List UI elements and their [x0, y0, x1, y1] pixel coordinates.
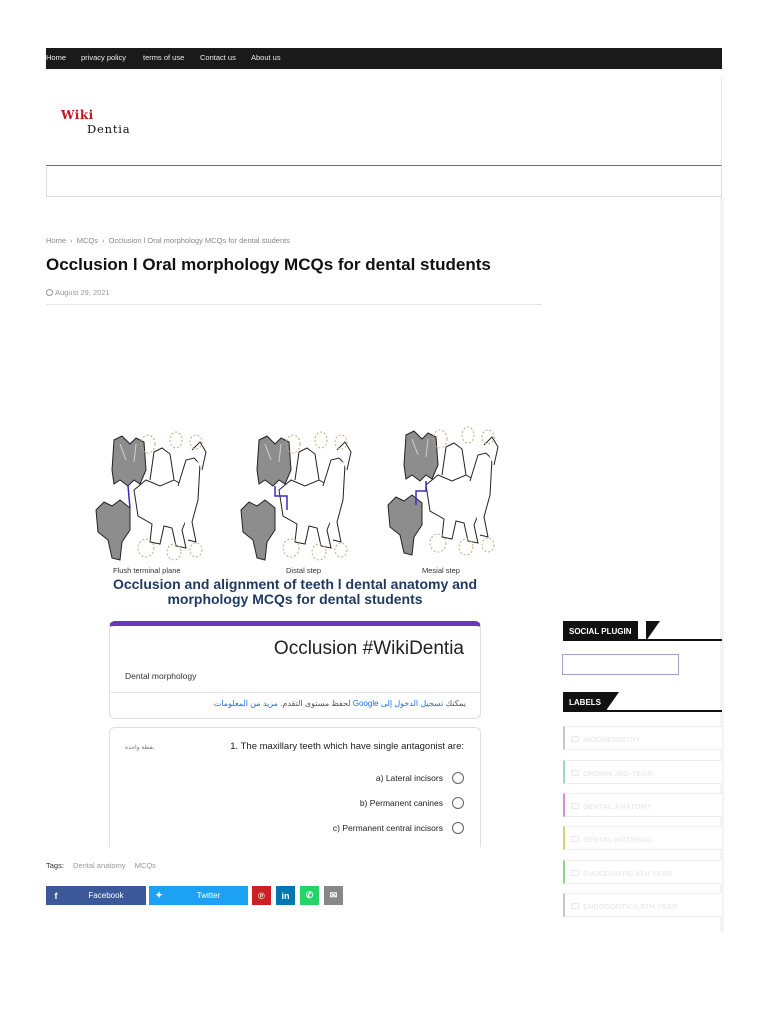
breadcrumb-separator: › — [102, 236, 105, 245]
subtitle-line-1: Occlusion and alignment of teeth l dental anatomy and — [112, 576, 478, 592]
social-plugin-box[interactable] — [562, 654, 679, 675]
main-menu-bar — [46, 167, 722, 197]
nav-terms-of-use[interactable]: terms of use — [143, 53, 185, 62]
option-c[interactable] — [333, 821, 464, 835]
article-subtitle — [60, 577, 530, 607]
folder-icon — [571, 803, 579, 809]
folder-icon — [571, 770, 579, 776]
email-icon: ✉ — [329, 890, 338, 900]
breadcrumb-current: Occlusion l Oral morphology MCQs for dental students — [108, 236, 290, 245]
social-plugin-header — [563, 621, 722, 641]
breadcrumb-category[interactable]: MCQs — [76, 236, 98, 245]
social-plugin-tab-corner — [646, 621, 660, 641]
clock-icon — [46, 289, 53, 296]
folder-icon — [571, 836, 579, 842]
share-linkedin-button[interactable] — [276, 886, 295, 905]
post-date-text: August 29, 2021 — [55, 288, 110, 297]
form-header-card — [109, 621, 481, 719]
share-email-button[interactable] — [324, 886, 343, 905]
label-dental-material[interactable] — [563, 826, 722, 850]
share-twitter-button[interactable] — [149, 886, 248, 905]
facebook-icon: f — [54, 890, 58, 901]
form-divider — [110, 692, 480, 693]
label-biochemistry-text: BIOCHEMISTRY — [583, 735, 641, 744]
label-dental-material-text: DENTAL MATERIAL — [583, 835, 653, 844]
social-plugin-title: SOCIAL PLUGIN — [563, 621, 638, 641]
label-endodontics-5th-year[interactable] — [563, 893, 722, 917]
signin-prefix: يمكنك — [443, 699, 466, 708]
label-crown-3rd-year[interactable] — [563, 760, 722, 784]
option-b-radio[interactable] — [452, 797, 464, 809]
signin-google-link[interactable]: تسجيل الدخول إلى Google — [352, 699, 444, 708]
question-card — [109, 727, 481, 852]
form-title: Occlusion #WikiDentia — [273, 638, 464, 659]
folder-icon — [571, 903, 579, 909]
signin-middle: لحفظ مستوى التقدم. — [277, 699, 353, 708]
distal-step-drawing — [241, 432, 351, 560]
label-endodontic-4th-year[interactable] — [563, 860, 722, 884]
post-date — [46, 288, 110, 297]
label-dental-anatomy-text: DENTAL ANATOMY — [583, 802, 652, 811]
title-divider — [46, 304, 542, 305]
share-facebook-label: Facebook — [88, 891, 124, 900]
nav-home[interactable]: Home — [46, 53, 67, 62]
share-whatsapp-button[interactable] — [300, 886, 319, 905]
folder-icon — [571, 870, 579, 876]
option-a-radio[interactable] — [452, 772, 464, 784]
whatsapp-icon: ✆ — [305, 890, 314, 900]
post-tags — [46, 861, 156, 870]
site-header — [46, 76, 722, 166]
breadcrumb — [46, 236, 292, 245]
nav-contact-us[interactable]: Contact us — [200, 53, 236, 62]
pinterest-icon: ℗ — [258, 890, 265, 901]
label-crown-3rd-year-text: CROWN 3RD-YEAR — [583, 769, 653, 778]
option-c-radio[interactable] — [452, 822, 464, 834]
form-description: Dental morphology — [125, 671, 197, 681]
option-a-label: a) Lateral incisors — [375, 773, 443, 783]
tag-dental-anatomy[interactable]: Dental anatomy — [73, 861, 126, 870]
form-signin-notice — [214, 699, 466, 708]
top-navigation — [46, 48, 722, 69]
caption-flush-terminal-plane: Flush terminal plane — [113, 566, 181, 575]
breadcrumb-home[interactable]: Home — [46, 236, 67, 245]
occlusion-illustration — [90, 425, 510, 580]
mesial-step-drawing — [388, 427, 498, 555]
labels-tab-corner — [605, 692, 619, 712]
label-endodontics-5th-year-text: ENDODONTICS 5TH YEAR — [583, 902, 678, 911]
question-points: نقطة واحدة — [125, 745, 155, 751]
folder-icon — [571, 736, 579, 742]
linkedin-icon: in — [281, 890, 290, 901]
logo-dentia-text[interactable]: Dentia — [87, 122, 131, 136]
tags-label: Tags: — [46, 861, 64, 870]
share-twitter-label: Twitter — [196, 891, 221, 900]
label-dental-anatomy[interactable] — [563, 793, 722, 817]
learn-more-link[interactable]: مزيد من المعلومات — [213, 699, 278, 708]
caption-distal-step: Distal step — [286, 566, 322, 575]
tag-mcqs[interactable]: MCQs — [134, 861, 156, 870]
question-text: 1. The maxillary teeth which have single antagonist are: — [230, 741, 464, 752]
share-facebook-button[interactable] — [46, 886, 146, 905]
page-title: Occlusion l Oral morphology MCQs for dental students — [46, 255, 491, 274]
label-endodontic-4th-year-text: ENDODONTIC 4TH YEAR — [583, 869, 673, 878]
breadcrumb-separator: › — [70, 236, 73, 245]
caption-mesial-step: Mesial step — [422, 566, 460, 575]
flush-terminal-plane-drawing — [96, 432, 206, 560]
share-pinterest-button[interactable] — [252, 886, 271, 905]
option-c-label: c) Permanent central incisors — [332, 823, 443, 833]
nav-about-us[interactable]: About us — [251, 53, 281, 62]
label-biochemistry[interactable] — [563, 726, 722, 750]
option-a[interactable] — [376, 771, 464, 785]
nav-privacy-policy[interactable]: privacy policy — [81, 53, 127, 62]
twitter-icon: ✦ — [155, 890, 163, 900]
labels-header — [563, 692, 722, 712]
option-b-label: b) Permanent canines — [359, 798, 443, 808]
sidebar-shadow — [720, 197, 724, 932]
form-embed-clip — [100, 847, 500, 861]
labels-title: LABELS — [563, 692, 607, 712]
option-b[interactable] — [360, 796, 464, 810]
logo-wiki-text[interactable]: Wiki — [61, 108, 94, 122]
subtitle-line-2: morphology MCQs for dental students — [167, 591, 423, 607]
